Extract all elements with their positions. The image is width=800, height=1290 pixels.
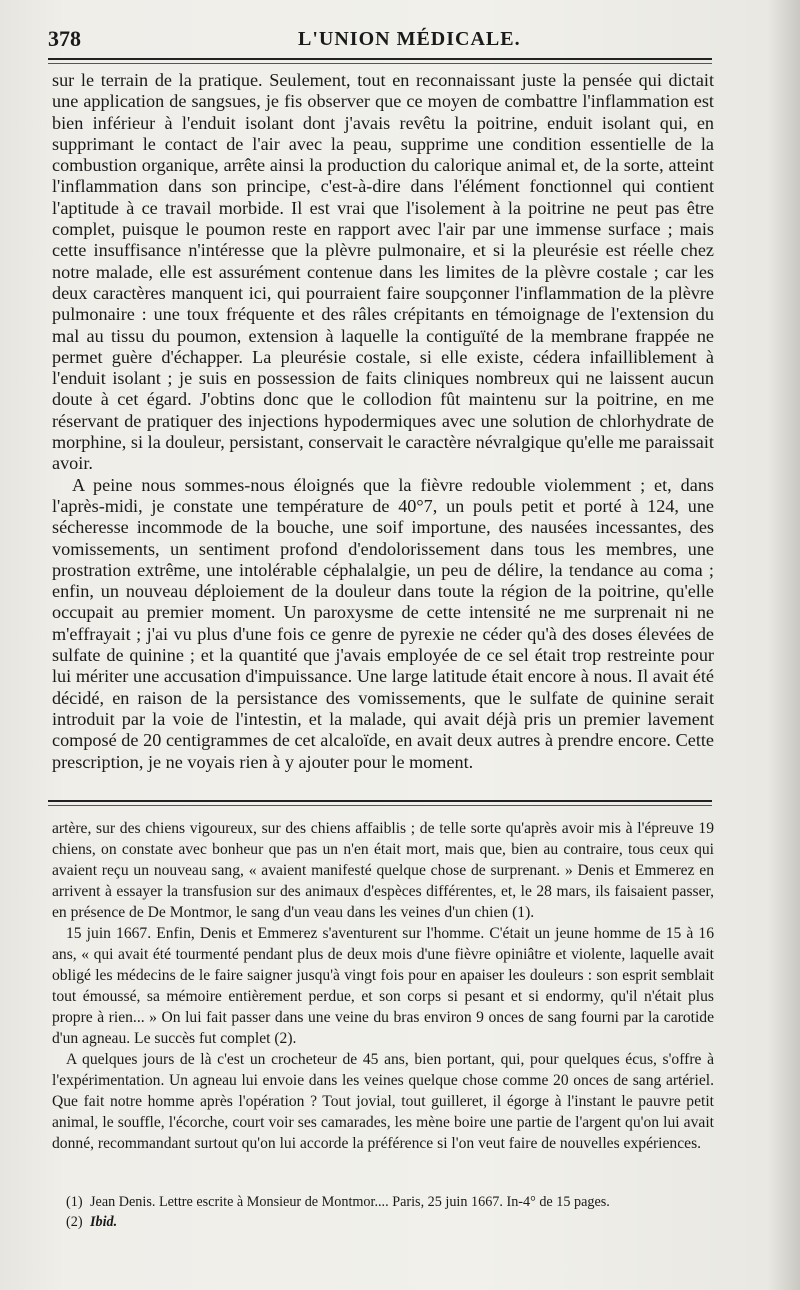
feuilleton-text xyxy=(52,818,714,1154)
page-header xyxy=(48,26,720,56)
footnote-number: (2) xyxy=(66,1214,83,1230)
main-text xyxy=(52,70,714,773)
header-rule-thin xyxy=(48,63,712,64)
feuilleton-rule xyxy=(48,800,712,802)
footnote-text: Ibid. xyxy=(90,1214,118,1230)
header-rule xyxy=(48,58,712,60)
feuilleton-paragraph: 15 juin 1667. Enfin, Denis et Emmerez s'aventurent sur l'homme. C'était un jeune homme de 15 à 16 ans, « qui avait été tourmenté pendant plus de deux mois d'une fièvre opiniâtre et violente, laquelle avait obligé les médecins de le faire saigner jusqu'à vingt fois pour en apaiser les douleurs : son esprit semblait tout émoussé, sa mémoire entièrement perdue, et son corps si pesant et si endormy, qu'il n'était plus propre à rien... » On lui fait passer dans une veine du bras environ 9 onces de sang fourni par la carotide d'un agneau. Le succès fut complet (2). xyxy=(52,925,714,1047)
footnote xyxy=(66,1212,706,1232)
page-number: 378 xyxy=(48,26,81,51)
footnote-number: (1) xyxy=(66,1194,83,1210)
footnote xyxy=(66,1192,706,1212)
body-paragraph: sur le terrain de la pratique. Seulement, tout en reconnaissant juste la pensée qui dictait une application de sangsues, je fis observer que ce moyen de combattre l'inflammation est bien inférieur à l'enduit isolant dont j'avais revêtu la poitrine, enduit isolant qui, en supprimant le contact de l'air avec la peau, supprime une condition essentielle de la combustion organique, arrête ainsi la production du calorique animal et, de la sorte, atteint l'inflammation dans son principe, c'est-à-dire dans l'élément fonctionnel qui contient l'aptitude à ce travail morbide. Il est vrai que l'isolement à la poitrine ne peut pas être complet, puisque le poumon reste en rapport avec l'air par une immense surface ; mais cette insuffisance n'intéresse que la plèvre pulmonaire, et si la pleurésie est réelle chez notre malade, elle est assurément contenue dans les limites de la plèvre costale ; car les deux caractères manquent ici, qui pourraient faire soupçonner l'inflammation de la plèvre pulmonaire : une toux fréquente et des râles crépitants en témoignage de l'extension du mal au tissu du poumon, extension à laquelle la contiguïté de la membrane frappée ne permet guère d'échapper. La pleurésie costale, si elle existe, cédera infailliblement à l'enduit isolant ; je suis en possession de faits cliniques nombreux qui ne laissent aucun doute à cet égard. J'obtins donc que le collodion fût maintenu sur la poitrine, en me réservant de pratiquer des injections hypodermiques avec une solution de chlorhydrate de morphine, si la douleur, persistant, conservait le caractère névralgique qu'elle me paraissait avoir. xyxy=(52,70,714,474)
footnotes xyxy=(66,1192,706,1232)
running-title: L'UNION MÉDICALE. xyxy=(298,28,521,50)
footnote-text: Jean Denis. Lettre escrite à Monsieur de Montmor.... Paris, 25 juin 1667. In-4° de 15 pages. xyxy=(90,1194,610,1210)
feuilleton-paragraph: A quelques jours de là c'est un crocheteur de 45 ans, bien portant, qui, pour quelques écus, s'offre à l'expérimentation. Un agneau lui envoie dans les veines quelque chose comme 20 onces de sang artériel. Que fait notre homme après l'opération ? Tout jovial, tout guilleret, il égorge à l'instant le pauvre petit animal, le souffle, l'écorche, court voir ses camarades, les mène boire une partie de l'argent qu'on lui avait donné, recommandant surtout qu'on lui accorde la préférence si l'on veut faire de nouvelles expériences. xyxy=(52,1051,714,1152)
feuilleton-rule-thin xyxy=(48,805,712,806)
feuilleton-paragraph: artère, sur des chiens vigoureux, sur des chiens affaiblis ; de telle sorte qu'après avoir mis à l'épreuve 19 chiens, on constate avec bonheur que pas un n'en était mort, mais que, bien au contraire, tous ceux qui avaient reçu un nouveau sang, « avaient manifesté quelque chose de surprenant. » Denis et Emmerez en arrivent à essayer la transfusion sur des animaux d'espèces différentes, et, le 28 mars, ils faisaient passer, en présence de De Montmor, le sang d'un veau dans les veines d'un chien (1). xyxy=(52,820,714,921)
body-paragraph: A peine nous sommes-nous éloignés que la fièvre redouble violemment ; et, dans l'après-midi, je constate une température de 40°7, un pouls petit et porté à 124, une sécheresse incommode de la bouche, une soif importune, des nausées incessantes, des vomissements, un sentiment profond d'endolorissement dans tous les membres, une prostration extrême, une intolérable céphalalgie, un peu de délire, la tendance au coma ; enfin, un nouveau déploiement de la douleur dans toute la région de la poitrine, qu'elle occupait au premier moment. Un paroxysme de cette intensité ne me surprenait ni ne m'effrayait ; j'ai vu plus d'une fois ce genre de pyrexie ne céder qu'à des doses élevées de sulfate de quinine ; et la quantité que j'avais employée de ce sel était trop restreinte pour lui mériter une accusation d'impuissance. Une large latitude était encore à nous. Il avait été décidé, en raison de la persistance des vomissements, que le sulfate de quinine serait introduit par la voie de l'intestin, et la malade, qui avait déjà pris un premier lavement composé de 20 centigrammes de cet alcaloïde, en avait deux autres à prendre encore. Cette prescription, je ne voyais rien à y ajouter pour le moment. xyxy=(52,474,714,772)
